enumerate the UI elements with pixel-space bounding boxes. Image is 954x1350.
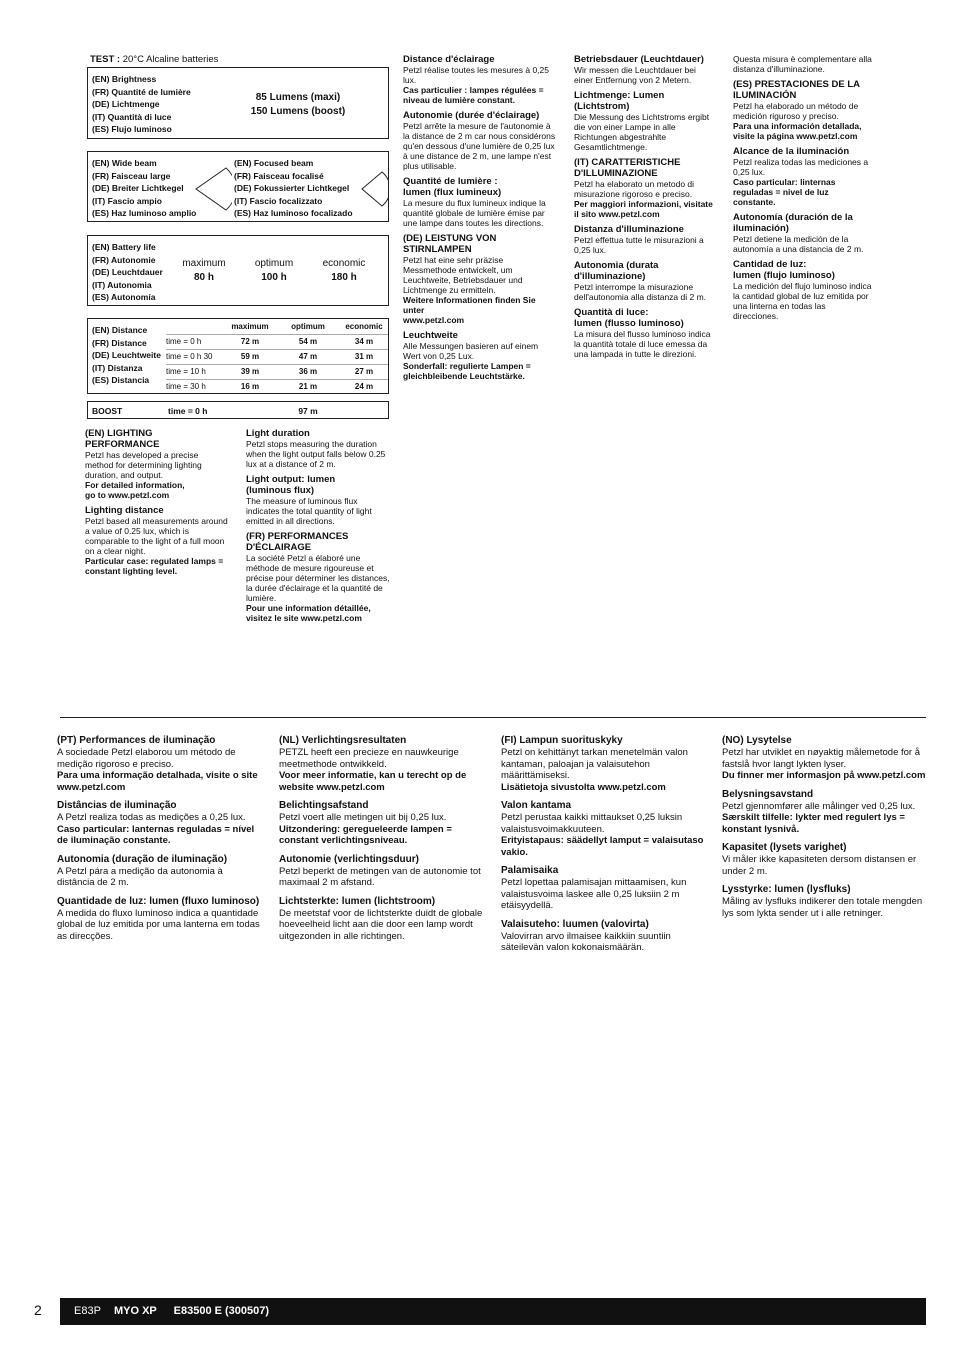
beam-box	[87, 151, 389, 222]
page-number: 2	[34, 1302, 42, 1318]
distance-cell: 59 m	[240, 352, 260, 361]
it-es-heading: Autonomía (duración de la iluminación)	[733, 212, 853, 234]
en-fr-heading: Light duration	[246, 428, 310, 439]
column-fi	[501, 735, 706, 954]
focused-beam-icon	[358, 164, 388, 214]
pt-heading: Autonomia (duração de iluminação)	[57, 853, 228, 865]
boost-time: time = 0 h	[168, 406, 208, 416]
distance-box	[87, 318, 389, 394]
distance-row	[166, 379, 388, 394]
brightness-box	[87, 67, 389, 139]
fr-de-emphasis: Cas particulier : lampes régulées = niveau de lumière constant.	[403, 85, 544, 105]
distance-cell: 34 m	[354, 337, 374, 346]
fr-de-paragraph: Alle Messungen basieren auf einem Wert von 0,25 Lux.	[403, 341, 539, 361]
column-en-2	[246, 428, 390, 623]
pt-emphasis: Para uma informação detalhada, visite o site www.petzl.com	[57, 770, 258, 793]
nl-paragraph: Petzl beperkt de metingen van de autonomie tot maximaal 2 m afstand.	[279, 865, 481, 888]
pt-paragraph: A sociedade Petzl elaborou um método de medição rigoroso e preciso.	[57, 747, 236, 770]
en-heading: Lighting distance	[85, 505, 164, 516]
de-it-heading: Autonomia (durata d'illuminazione)	[574, 260, 659, 282]
pt-emphasis: Caso particular: lanternas reguladas = nível de iluminação constante.	[57, 823, 255, 846]
en-paragraph: Petzl based all measurements around a value of 0.25 lux, which is comparable to the light of a full moon on a clear night.	[85, 516, 228, 556]
distance-header-eco: economic	[345, 322, 383, 331]
battery-col-opt-value: 100 h	[261, 272, 287, 283]
en-paragraph: Petzl has developed a precise method for determining lighting duration, and output.	[85, 450, 202, 480]
de-it-paragraph: Petzl effettua tutte le misurazioni a 0,25 lux.	[574, 235, 704, 255]
fi-heading: Palamisaika	[501, 865, 559, 876]
pt-paragraph: A Petzl pára a medição da autonomia à distância de 2 m.	[57, 865, 223, 888]
de-it-paragraph: Petzl interrompe la misurazione dell'autonomia alla distanza di 2 m.	[574, 282, 707, 302]
fi-heading: Valon kantama	[501, 800, 572, 811]
nl-heading: Belichtingsafstand	[279, 800, 369, 811]
column-nl	[279, 735, 484, 942]
distance-cell: 27 m	[354, 367, 374, 376]
distance-cell: 72 m	[240, 337, 260, 346]
distance-cell: 36 m	[298, 367, 318, 376]
it-es-paragraph: Questa misura è complementare alla distanza d'illuminazione.	[733, 54, 872, 74]
no-paragraph: Vi måler ikke kapasiteten dersom distansen er under 2 m.	[722, 854, 917, 877]
nl-paragraph: De meetstaf voor de lichtsterkte duidt de globale hoeveelheid licht aan die door een lamp wordt uitgezonden in alle richtingen.	[279, 907, 483, 942]
en-fr-emphasis: Pour une information détaillée, visitez le site www.petzl.com	[246, 603, 371, 623]
distance-cell: 31 m	[354, 352, 374, 361]
en-emphasis: For detailed information, go to www.petzl.com	[85, 480, 185, 500]
no-emphasis: Særskilt tilfelle: lykter med regulert lys = konstant lysnivå.	[722, 812, 905, 835]
en-fr-paragraph: La société Petzl a élaboré une méthode de mesure rigoureuse et précise pour déterminer les distances, la durée d'éclairage et la quantité de lumière.	[246, 553, 390, 603]
fr-de-heading: (DE) LEISTUNG VON STIRNLAMPEN	[403, 233, 497, 255]
distance-cell: 47 m	[298, 352, 318, 361]
fr-de-paragraph: La mesure du flux lumineux indique la quantité globale de lumière émise par une lampe dans toutes les directions.	[403, 198, 546, 228]
battery-col-max-header: maximum	[182, 258, 226, 269]
footer-ref: E83500 E (300507)	[173, 1305, 270, 1317]
no-paragraph: Petzl har utviklet en nøyaktig målemetode for å fastslå hvor langt lykten lyser.	[722, 747, 921, 770]
no-heading: (NO) Lysytelse	[722, 735, 792, 746]
distance-row-time: time = 0 h	[166, 337, 202, 346]
fi-emphasis: Lisätietoja sivustolta www.petzl.com	[501, 781, 666, 793]
en-heading: (EN) LIGHTING PERFORMANCE	[85, 428, 160, 450]
en-fr-heading: (FR) PERFORMANCES D'ÉCLAIRAGE	[246, 531, 349, 553]
it-es-emphasis: Caso particular: linternas reguladas = nivel de luz constante.	[733, 177, 836, 207]
de-it-paragraph: Petzl ha elaborato un metodo di misurazione rigoroso e preciso.	[574, 179, 695, 199]
it-es-paragraph: Petzl detiene la medición de la autonomía a una distancia de 2 m.	[733, 234, 864, 254]
distance-rows	[166, 334, 388, 394]
nl-paragraph: PETZL heeft een precieze en nauwkeurige meetmethode ontwikkeld.	[279, 747, 459, 770]
column-pt	[57, 735, 262, 942]
fi-paragraph: Petzl lopettaa palamisajan mittaamisen, kun valaistusvoima laskee alle 0,25 luksiin 2 m etäisyydellä.	[501, 877, 687, 911]
battery-col-opt-header: optimum	[254, 258, 294, 269]
fr-de-paragraph: Petzl arrête la mesure de l'autonomie à la distance de 2 m car nous considérons qu'en dessous d'une lumière de 0,25 lux à une distance de 2 m, une lampe n'est plus utilisable.	[403, 121, 556, 171]
battery-col-eco-header: economic	[322, 258, 366, 269]
fr-de-heading: Quantité de lumière : lumen (flux lumineux)	[403, 176, 502, 198]
nl-heading: Autonomie (verlichtingsduur)	[279, 853, 419, 865]
fi-paragraph: Petzl perustaa kaikki mittaukset 0,25 luksin valaistusvoimakkuuteen.	[501, 812, 683, 835]
de-it-heading: Lichtmenge: Lumen (Lichtstrom)	[574, 90, 665, 112]
boost-label: BOOST	[92, 406, 123, 416]
brightness-value-maxi: 85 Lumens (maxi)	[255, 92, 341, 103]
distance-labels: (EN) Distance (FR) Distance (DE) Leuchtweite (IT) Distanza (ES) Distancia	[92, 325, 161, 385]
distance-cell: 24 m	[354, 382, 374, 391]
battery-col-eco-value: 180 h	[331, 272, 357, 283]
column-no	[722, 735, 927, 919]
battery-col-eco	[314, 258, 374, 284]
de-it-paragraph: Die Messung des Lichtstroms ergibt die von einer Lampe in alle Richtungen abgestrahlte Gesamtlichtmenge.	[574, 112, 710, 152]
nl-emphasis: Uitzondering: geregueleerde lampen = constant verlichtingsniveau.	[279, 823, 452, 846]
wide-beam-icon	[192, 164, 232, 214]
section-divider	[60, 717, 926, 718]
distance-cell: 16 m	[240, 382, 260, 391]
fi-paragraph: Petzl on kehittänyt tarkan menetelmän valon kantaman, paloajan ja valaisutehon määrittämiseksi.	[501, 747, 688, 781]
battery-col-max-value: 80 h	[193, 272, 214, 283]
fr-de-emphasis: Weitere Informationen finden Sie unter www.petzl.com	[403, 295, 536, 325]
distance-row	[166, 349, 388, 364]
brightness-labels: (EN) Brightness (FR) Quantité de lumière (DE) Lichtmenge (IT) Quantità di luce (ES) Flujo luminoso	[92, 74, 191, 134]
fr-de-heading: Distance d'éclairage	[403, 54, 495, 65]
battery-col-max	[174, 258, 234, 284]
it-es-heading: Cantidad de luz: lumen (flujo luminoso)	[733, 259, 835, 281]
distance-header-max: maximum	[231, 322, 269, 331]
fi-emphasis: Erityistapaus: säädellyt lamput = valaisutaso vakio.	[501, 835, 704, 858]
fr-de-heading: Autonomie (durée d'éclairage)	[403, 110, 540, 121]
it-es-paragraph: La medición del flujo luminoso indica la cantidad global de luz emitida por una linterna en todas las direcciones.	[733, 281, 872, 321]
footer-code: E83P	[74, 1305, 101, 1317]
it-es-paragraph: Petzl realiza todas las mediciones a 0,25 lux.	[733, 157, 869, 177]
de-it-emphasis: Per maggiori informazioni, visitate il sito www.petzl.com	[574, 199, 713, 219]
en-fr-paragraph: Petzl stops measuring the duration when the light output falls below 0.25 lux at a distance of 2 m.	[246, 439, 386, 469]
battery-col-opt	[244, 258, 304, 284]
pt-heading: Distâncias de iluminação	[57, 800, 177, 811]
fr-de-heading: Leuchtweite	[403, 330, 458, 341]
no-heading: Belysningsavstand	[722, 788, 814, 800]
distance-row-time: time = 0 h 30	[166, 352, 213, 361]
test-line	[90, 54, 218, 65]
de-it-heading: Distanza d'illuminazione	[574, 224, 684, 235]
de-it-heading: (IT) CARATTERISTICHE D'ILLUMINAZIONE	[574, 157, 681, 179]
no-emphasis: Du finner mer informasjon på www.petzl.com	[722, 770, 926, 781]
fr-de-paragraph: Petzl réalise toutes les mesures à 0,25 lux.	[403, 65, 549, 85]
no-heading: Kapasitet (lysets varighet)	[722, 842, 847, 853]
column-en-1	[85, 428, 229, 576]
distance-cell: 21 m	[298, 382, 318, 391]
focused-beam-labels: (EN) Focused beam (FR) Faisceau focalisé (DE) Fokussierter Lichtkegel (IT) Fascio focalizzato (ES) Haz luminoso focalizado	[234, 158, 353, 218]
distance-row-time: time = 30 h	[166, 382, 206, 391]
fr-de-emphasis: Sonderfall: regulierte Lampen = gleichbleibende Leuchtstärke.	[403, 361, 531, 381]
battery-labels: (EN) Battery life (FR) Autonomie (DE) Leuchtdauer (IT) Autonomia (ES) Autonomía	[92, 242, 163, 302]
no-paragraph: Petzl gjennomfører alle målinger ved 0,25 lux.	[722, 800, 916, 812]
brightness-value-boost: 150 Lumens (boost)	[250, 106, 346, 117]
boost-box	[87, 401, 389, 419]
distance-cell: 39 m	[240, 367, 260, 376]
fr-de-paragraph: Petzl hat eine sehr präzise Messmethode entwickelt, um Leuchtweite, Betriebsdauer und Lichtmenge zu ermitteln.	[403, 255, 523, 295]
en-fr-heading: Light output: lumen (luminous flux)	[246, 474, 336, 496]
footer-bar	[60, 1298, 926, 1325]
nl-emphasis: Voor meer informatie, kan u terecht op de website www.petzl.com	[279, 770, 467, 793]
en-fr-paragraph: The measure of luminous flux indicates the total quantity of light emitted in all directions.	[246, 496, 372, 526]
it-es-paragraph: Petzl ha elaborado un método de medición riguroso y preciso.	[733, 101, 859, 121]
pt-paragraph: A Petzl realiza todas as medições a 0,25 lux.	[57, 812, 246, 823]
nl-heading: (NL) Verlichtingsresultaten	[279, 735, 407, 746]
fi-heading: Valaisuteho: luumen (valovirta)	[501, 918, 649, 930]
battery-box	[87, 235, 389, 306]
de-it-paragraph: Wir messen die Leuchtdauer bei einer Entfernung von 2 Metern.	[574, 65, 696, 85]
distance-row	[166, 364, 388, 379]
distance-header-opt: optimum	[291, 322, 325, 331]
it-es-heading: Alcance de la iluminación	[733, 146, 850, 157]
en-emphasis: Particular case: regulated lamps = constant lighting level.	[85, 556, 224, 576]
boost-value: 97 m	[298, 406, 318, 416]
distance-row-time: time = 10 h	[166, 367, 206, 376]
de-it-heading: Betriebsdauer (Leuchtdauer)	[574, 54, 704, 65]
column-fr-de	[403, 54, 557, 381]
test-label: TEST :	[90, 54, 121, 65]
nl-heading: Lichtsterkte: lumen (lichtstroom)	[279, 895, 436, 907]
pt-heading: Quantidade de luz: lumen (fluxo luminoso)	[57, 895, 260, 907]
footer-model: MYO XP	[113, 1305, 157, 1317]
column-de-it	[574, 54, 714, 359]
fi-heading: (FI) Lampun suorituskyky	[501, 735, 623, 746]
de-it-paragraph: La misura del flusso luminoso indica la quantità totale di luce emessa da una lampada in tutte le direzioni.	[574, 329, 711, 359]
wide-beam-labels: (EN) Wide beam (FR) Faisceau large (DE) Breiter Lichtkegel (IT) Fascio ampio (ES) Haz luminoso amplio	[92, 158, 197, 218]
distance-row	[166, 334, 388, 349]
distance-cell: 54 m	[298, 337, 318, 346]
de-it-heading: Quantità di luce: lumen (flusso luminoso)	[574, 307, 684, 329]
no-paragraph: Måling av lysfluks indikerer den totale mengden lys som lykta sender ut i alle retninger.	[722, 896, 923, 919]
nl-paragraph: Petzl voert alle metingen uit bij 0,25 lux.	[279, 812, 447, 823]
test-value: 20°C Alcaline batteries	[122, 54, 219, 65]
column-it-es	[733, 54, 873, 321]
no-heading: Lysstyrke: lumen (lysfluks)	[722, 884, 851, 895]
it-es-heading: (ES) PRESTACIONES DE LA ILUMINACIÓN	[733, 79, 861, 101]
pt-paragraph: A medida do fluxo luminoso indica a quantidade global de luz emitida por uma lanterna em todas as direcções.	[57, 907, 260, 942]
pt-heading: (PT) Performances de iluminação	[57, 735, 216, 746]
it-es-emphasis: Para una información detallada, visite la página www.petzl.com	[733, 121, 862, 141]
fi-paragraph: Valovirran arvo ilmaisee kaikkiin suuntiin säteilevän valon kokonaismäärän.	[501, 930, 671, 953]
